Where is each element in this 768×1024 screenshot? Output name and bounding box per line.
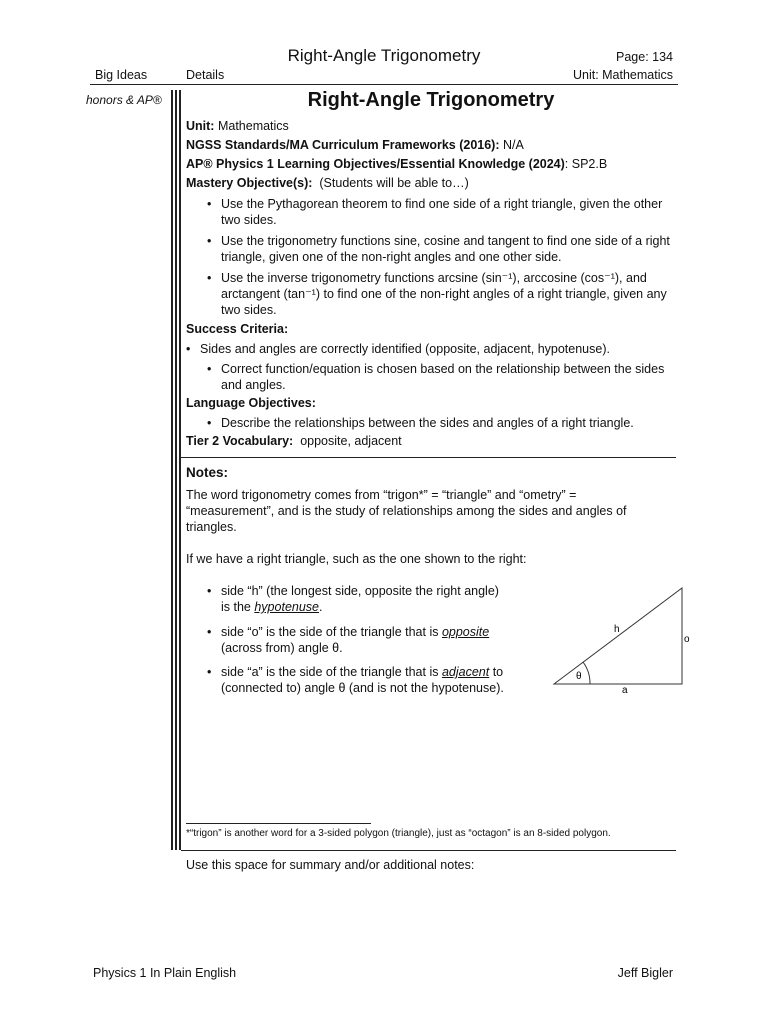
margin-rule-2 (175, 90, 177, 850)
margin-rule-1 (171, 90, 173, 850)
mastery-value: (Students will be able to…) (319, 176, 469, 190)
margin-rule-3 (179, 90, 181, 850)
angle-arc (583, 662, 590, 684)
summary-prompt: Use this space for summary and/or additional notes: (186, 858, 475, 872)
term-hypotenuse: hypotenuse (254, 600, 319, 614)
mastery-item: • Use the inverse trigonometry functions arcsine (sin⁻¹), arccosine (cos⁻¹), and arctangent (tan⁻¹) to find one of the non-right angles of a right triangle, given any two sides. (221, 270, 681, 318)
triangle-shape (554, 588, 682, 684)
page-number: Page: 134 (616, 50, 673, 64)
vocab-value: opposite, adjacent (300, 434, 402, 448)
success-item: • Correct function/equation is chosen based on the relationship between the sides and angles. (221, 361, 681, 393)
col-big-ideas: Big Ideas (95, 68, 148, 82)
ap-label: AP® Physics 1 Learning Objectives/Essential Knowledge (2024) (186, 157, 565, 171)
footer-author: Jeff Bigler (617, 966, 673, 980)
header-title: Right-Angle Trigonometry (287, 46, 481, 65)
footnote: *“trigon” is another word for a 3-sided polygon (triangle), just as “octagon” is an 8-sided polygon. (186, 828, 611, 839)
ngss-value: N/A (503, 138, 524, 152)
success-label: Success Criteria: (186, 322, 289, 336)
language-label: Language Objectives: (186, 396, 316, 410)
bullet-hypotenuse: • side “h” (the longest side, opposite the right angle) is the hypotenuse. (221, 583, 511, 615)
unit-line (186, 119, 289, 133)
mastery-label: Mastery Objective(s): (186, 176, 313, 190)
ngss-line (186, 138, 524, 152)
footer-book: Physics 1 In Plain English (93, 966, 237, 980)
vocab-label: Tier 2 Vocabulary: (186, 434, 294, 448)
ap-value: : SP2.B (564, 157, 608, 171)
section-rule (181, 457, 676, 458)
ngss-label: NGSS Standards/MA Curriculum Frameworks (2016): (186, 138, 500, 152)
label-o: o (684, 634, 690, 645)
notes-para-triangle: If we have a right triangle, such as the one shown to the right: (186, 552, 527, 566)
sidebar-tag: honors & AP® (86, 93, 162, 107)
main-title: Right-Angle Trigonometry (307, 89, 555, 111)
right-triangle-diagram (548, 582, 698, 697)
notes-heading: Notes: (186, 465, 229, 480)
label-h: h (614, 624, 620, 635)
mastery-item: • Use the Pythagorean theorem to find one side of a right triangle, given the other two sides. (221, 196, 681, 228)
unit-value: Mathematics (217, 119, 289, 133)
ap-line (186, 157, 607, 171)
bullet-opposite: • side “o” is the side of the triangle that is opposite (across from) angle θ. (221, 624, 511, 656)
label-a: a (622, 685, 628, 696)
success-item: • Sides and angles are correctly identified (opposite, adjacent, hypotenuse). (200, 341, 660, 357)
language-item: • Describe the relationships between the sides and angles of a right triangle. (221, 415, 681, 431)
term-opposite: opposite (441, 625, 490, 639)
mastery-item: • Use the trigonometry functions sine, cosine and tangent to find one side of a right triangle, given one of the non-right angles and one other side. (221, 233, 681, 265)
header-rule (90, 84, 678, 85)
bullet-adjacent: • side “a” is the side of the triangle that is adjacent to (connected to) angle θ (and is not the hypotenuse). (221, 664, 511, 696)
header-unit: Unit: Mathematics (572, 68, 673, 82)
label-theta: θ (576, 671, 582, 682)
term-adjacent: adjacent (441, 665, 490, 679)
col-details: Details (186, 68, 225, 82)
footnote-rule (186, 823, 371, 824)
unit-label: Unit: (186, 119, 215, 133)
mastery-line (186, 176, 469, 190)
notes-para-intro: The word trigonometry comes from “trigon*” = “triangle” and “ometry” = “measurement”, and is the study of relationships among the sides and angles of triangles. (186, 488, 627, 534)
vocab-line (186, 434, 402, 448)
notes-bottom-rule (181, 850, 676, 851)
